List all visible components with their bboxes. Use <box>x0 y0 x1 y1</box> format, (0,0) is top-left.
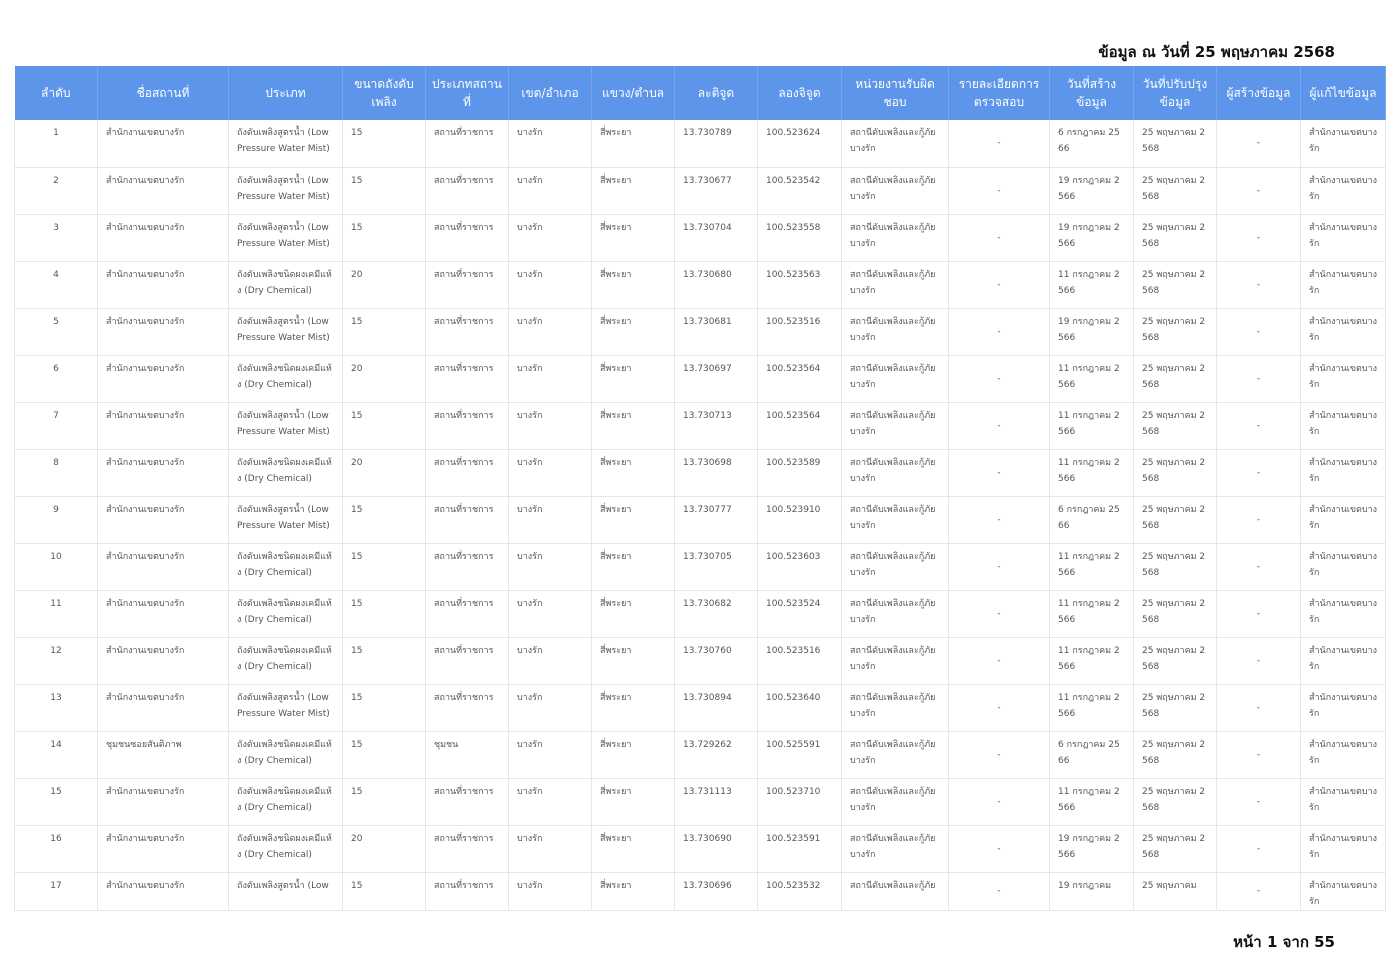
table-cell: ชุมชน <box>426 731 509 778</box>
table-cell: สถานที่ราชการ <box>426 825 509 872</box>
column-header[interactable]: ผู้แก้ไขข้อมูล <box>1301 66 1386 120</box>
table-cell: สถานีดับเพลิงและกู้ภัยบางรัก <box>842 590 949 637</box>
table-cell: สถานีดับเพลิงและกู้ภัยบางรัก <box>842 684 949 731</box>
column-header[interactable]: ผู้สร้างข้อมูล <box>1217 66 1301 120</box>
table-cell: - <box>949 167 1050 214</box>
table-row <box>15 355 1386 402</box>
table-cell: สำนักงานเขตบางรัก <box>1301 778 1386 825</box>
table-cell: สำนักงานเขตบางรัก <box>1301 214 1386 261</box>
table-cell: ถังดับเพลิงชนิดผงเคมีแห้ง (Dry Chemical) <box>229 731 343 778</box>
table-cell: สถานที่ราชการ <box>426 167 509 214</box>
table-cell: 15 <box>343 214 426 261</box>
table-cell: บางรัก <box>509 355 592 402</box>
table-cell: 7 <box>15 402 98 449</box>
page-indicator: หน้า 1 จาก 55 <box>1233 933 1335 951</box>
table-cell: ถังดับเพลิงสูตรน้ำ (Low Pressure Water Mist) <box>229 496 343 543</box>
table-cell: 13.730681 <box>675 308 758 355</box>
table-cell: 25 พฤษภาคม 2568 <box>1134 637 1217 684</box>
table-cell: 25 พฤษภาคม 2568 <box>1134 355 1217 402</box>
table-cell: สถานีดับเพลิงและกู้ภัยบางรัก <box>842 731 949 778</box>
table-row <box>15 872 1386 910</box>
table-cell: สถานีดับเพลิงและกู้ภัยบางรัก <box>842 402 949 449</box>
table-cell: สถานที่ราชการ <box>426 120 509 167</box>
fire-extinguisher-table <box>14 66 1386 911</box>
table-cell: 100.523542 <box>758 167 842 214</box>
table-cell: 13.730698 <box>675 449 758 496</box>
column-header[interactable]: แขวง/ตำบล <box>592 66 675 120</box>
table-cell: สำนักงานเขตบางรัก <box>98 825 229 872</box>
table-cell: 100.525591 <box>758 731 842 778</box>
table-cell: 13.729262 <box>675 731 758 778</box>
table-row <box>15 214 1386 261</box>
table-cell: ถังดับเพลิงสูตรน้ำ (Low Pressure Water Mist) <box>229 167 343 214</box>
table-cell: 13.731113 <box>675 778 758 825</box>
table-row <box>15 496 1386 543</box>
table-row <box>15 449 1386 496</box>
table-cell: 13.730690 <box>675 825 758 872</box>
table-cell: 11 กรกฎาคม 2566 <box>1050 449 1134 496</box>
table-cell: - <box>949 637 1050 684</box>
table-cell: สำนักงานเขตบางรัก <box>98 120 229 167</box>
column-header[interactable]: ชื่อสถานที่ <box>98 66 229 120</box>
table-cell: 13.730696 <box>675 872 758 910</box>
table-cell: สำนักงานเขตบางรัก <box>98 590 229 637</box>
table-body <box>15 120 1386 910</box>
table-cell: 25 พฤษภาคม 2568 <box>1134 214 1217 261</box>
table-cell: บางรัก <box>509 825 592 872</box>
table-cell: ถังดับเพลิงชนิดผงเคมีแห้ง (Dry Chemical) <box>229 355 343 402</box>
table-cell: สี่พระยา <box>592 684 675 731</box>
table-cell: สถานีดับเพลิงและกู้ภัยบางรัก <box>842 496 949 543</box>
column-header[interactable]: ประเภทสถานที่ <box>426 66 509 120</box>
table-row <box>15 778 1386 825</box>
table-cell: ชุมชนซอยสันติภาพ <box>98 731 229 778</box>
table-cell: สี่พระยา <box>592 872 675 910</box>
table-cell: 19 กรกฎาคม 2566 <box>1050 308 1134 355</box>
table-cell: 15 <box>343 496 426 543</box>
table-cell: สำนักงานเขตบางรัก <box>1301 355 1386 402</box>
table-cell: - <box>1217 402 1301 449</box>
table-cell: 4 <box>15 261 98 308</box>
table-cell: 3 <box>15 214 98 261</box>
table-cell: 17 <box>15 872 98 910</box>
table-cell: บางรัก <box>509 590 592 637</box>
table-cell: 100.523524 <box>758 590 842 637</box>
table-cell: 15 <box>15 778 98 825</box>
table-cell: ถังดับเพลิงชนิดผงเคมีแห้ง (Dry Chemical) <box>229 261 343 308</box>
table-cell: 13.730677 <box>675 167 758 214</box>
table-cell: สถานที่ราชการ <box>426 543 509 590</box>
table-cell: 25 พฤษภาคม 2568 <box>1134 496 1217 543</box>
table-cell: สถานที่ราชการ <box>426 872 509 910</box>
table-cell: 11 กรกฎาคม 2566 <box>1050 261 1134 308</box>
table-cell: 13 <box>15 684 98 731</box>
table-cell: สถานีดับเพลิงและกู้ภัยบางรัก <box>842 214 949 261</box>
table-cell: 6 กรกฎาคม 2566 <box>1050 731 1134 778</box>
table-cell: สำนักงานเขตบางรัก <box>1301 261 1386 308</box>
table-cell: - <box>949 778 1050 825</box>
table-cell: สำนักงานเขตบางรัก <box>98 167 229 214</box>
table-cell: สี่พระยา <box>592 355 675 402</box>
table-cell: สถานที่ราชการ <box>426 214 509 261</box>
table-cell: 2 <box>15 167 98 214</box>
table-cell: 15 <box>343 120 426 167</box>
table-cell: สำนักงานเขตบางรัก <box>1301 684 1386 731</box>
table-cell: 11 <box>15 590 98 637</box>
table-cell: 20 <box>343 449 426 496</box>
table-cell: สี่พระยา <box>592 120 675 167</box>
table-cell: บางรัก <box>509 120 592 167</box>
table-cell: สถานที่ราชการ <box>426 684 509 731</box>
table-cell: บางรัก <box>509 308 592 355</box>
table-cell: - <box>949 825 1050 872</box>
table-cell: - <box>1217 778 1301 825</box>
table-cell: บางรัก <box>509 214 592 261</box>
table-cell: สำนักงานเขตบางรัก <box>1301 449 1386 496</box>
table-cell: สถานที่ราชการ <box>426 449 509 496</box>
table-cell: สำนักงานเขตบางรัก <box>98 872 229 910</box>
table-cell: 25 พฤษภาคม 2568 <box>1134 308 1217 355</box>
table-cell: 19 กรกฎาคม 2566 <box>1050 214 1134 261</box>
table-cell: 16 <box>15 825 98 872</box>
table-cell: สี่พระยา <box>592 637 675 684</box>
table-cell: - <box>949 308 1050 355</box>
table-cell: - <box>1217 496 1301 543</box>
table-header <box>15 66 1386 120</box>
table-cell: สี่พระยา <box>592 308 675 355</box>
column-header[interactable]: หน่วยงานรับผิดชอบ <box>842 66 949 120</box>
table-cell: 20 <box>343 355 426 402</box>
table-cell: สำนักงานเขตบางรัก <box>1301 167 1386 214</box>
table-cell: สถานีดับเพลิงและกู้ภัยบางรัก <box>842 261 949 308</box>
table-cell: บางรัก <box>509 261 592 308</box>
table-cell: - <box>1217 261 1301 308</box>
table-row <box>15 167 1386 214</box>
table-cell: สถานีดับเพลิงและกู้ภัยบางรัก <box>842 778 949 825</box>
table-cell: สำนักงานเขตบางรัก <box>1301 590 1386 637</box>
table-row <box>15 684 1386 731</box>
table-row <box>15 308 1386 355</box>
table-cell: สถานีดับเพลิงและกู้ภัยบางรัก <box>842 543 949 590</box>
table-row <box>15 731 1386 778</box>
column-header[interactable]: วันที่ปรับปรุงข้อมูล <box>1134 66 1217 120</box>
table-cell: 6 กรกฎาคม 2566 <box>1050 120 1134 167</box>
table-cell: 25 พฤษภาคม 2568 <box>1134 590 1217 637</box>
table-row <box>15 261 1386 308</box>
table-cell: 1 <box>15 120 98 167</box>
table-cell: 100.523564 <box>758 402 842 449</box>
table-cell: 11 กรกฎาคม 2566 <box>1050 590 1134 637</box>
table-cell: 25 พฤษภาคม 2568 <box>1134 731 1217 778</box>
table-cell: 25 พฤษภาคม 2568 <box>1134 825 1217 872</box>
table-cell: สำนักงานเขตบางรัก <box>98 402 229 449</box>
table-cell: 14 <box>15 731 98 778</box>
table-cell: ถังดับเพลิงสูตรน้ำ (Low Pressure Water Mist) <box>229 308 343 355</box>
table-cell: 8 <box>15 449 98 496</box>
table-cell: 100.523558 <box>758 214 842 261</box>
table-cell: 25 พฤษภาคม 2568 <box>1134 684 1217 731</box>
table-cell: สำนักงานเขตบางรัก <box>98 778 229 825</box>
table-cell: บางรัก <box>509 496 592 543</box>
table-cell: - <box>1217 684 1301 731</box>
table-cell: สี่พระยา <box>592 214 675 261</box>
table-cell: - <box>949 543 1050 590</box>
table-cell: ถังดับเพลิงสูตรน้ำ (Low <box>229 872 343 910</box>
table-cell: บางรัก <box>509 778 592 825</box>
table-cell: 6 กรกฎาคม 2566 <box>1050 496 1134 543</box>
table-cell: 15 <box>343 590 426 637</box>
table-cell: สถานที่ราชการ <box>426 402 509 449</box>
table-cell: 25 พฤษภาคม <box>1134 872 1217 910</box>
table-cell: 11 กรกฎาคม 2566 <box>1050 778 1134 825</box>
table-cell: 100.523710 <box>758 778 842 825</box>
table-cell: 13.730894 <box>675 684 758 731</box>
table-cell: ถังดับเพลิงชนิดผงเคมีแห้ง (Dry Chemical) <box>229 778 343 825</box>
table-cell: สถานีดับเพลิงและกู้ภัยบางรัก <box>842 120 949 167</box>
table-cell: 13.730713 <box>675 402 758 449</box>
table-cell: 100.523516 <box>758 637 842 684</box>
table-cell: - <box>949 496 1050 543</box>
table-cell: 13.730705 <box>675 543 758 590</box>
table-cell: สำนักงานเขตบางรัก <box>1301 496 1386 543</box>
table-cell: 100.523624 <box>758 120 842 167</box>
table-cell: สี่พระยา <box>592 590 675 637</box>
table-cell: 13.730697 <box>675 355 758 402</box>
table-cell: สถานีดับเพลิงและกู้ภัยบางรัก <box>842 825 949 872</box>
table-cell: สถานีดับเพลิงและกู้ภัย <box>842 872 949 910</box>
table-cell: 25 พฤษภาคม 2568 <box>1134 778 1217 825</box>
table-cell: 100.523589 <box>758 449 842 496</box>
table-cell: 20 <box>343 825 426 872</box>
column-header[interactable]: เขต/อำเภอ <box>509 66 592 120</box>
table-cell: 100.523591 <box>758 825 842 872</box>
table-cell: ถังดับเพลิงชนิดผงเคมีแห้ง (Dry Chemical) <box>229 825 343 872</box>
table-cell: สี่พระยา <box>592 731 675 778</box>
table-cell: สถานีดับเพลิงและกู้ภัยบางรัก <box>842 308 949 355</box>
table-cell: - <box>949 590 1050 637</box>
table-cell: 15 <box>343 543 426 590</box>
table-cell: สำนักงานเขตบางรัก <box>1301 120 1386 167</box>
table-cell: บางรัก <box>509 637 592 684</box>
table-cell: สถานที่ราชการ <box>426 261 509 308</box>
table-cell: สี่พระยา <box>592 496 675 543</box>
table-cell: 25 พฤษภาคม 2568 <box>1134 402 1217 449</box>
table-cell: - <box>1217 825 1301 872</box>
table-cell: บางรัก <box>509 167 592 214</box>
table-cell: - <box>949 120 1050 167</box>
as-of-date: ข้อมูล ณ วันที่ 25 พฤษภาคม 2568 <box>1098 43 1335 61</box>
table-cell: 5 <box>15 308 98 355</box>
table-cell: บางรัก <box>509 872 592 910</box>
table-cell: 15 <box>343 167 426 214</box>
table-cell: สำนักงานเขตบางรัก <box>1301 731 1386 778</box>
table-cell: - <box>949 684 1050 731</box>
table-cell: สี่พระยา <box>592 449 675 496</box>
table-cell: สำนักงานเขตบางรัก <box>98 543 229 590</box>
table-cell: สำนักงานเขตบางรัก <box>98 449 229 496</box>
table-cell: สำนักงานเขตบางรัก <box>98 214 229 261</box>
table-cell: สำนักงานเขตบางรัก <box>98 308 229 355</box>
table-cell: 19 กรกฎาคม <box>1050 872 1134 910</box>
table-cell: 9 <box>15 496 98 543</box>
column-header[interactable]: ลำดับ <box>15 66 98 120</box>
table-cell: - <box>1217 872 1301 910</box>
table-cell: - <box>1217 449 1301 496</box>
table-cell: 15 <box>343 637 426 684</box>
table-cell: 13.730760 <box>675 637 758 684</box>
table-cell: สถานที่ราชการ <box>426 778 509 825</box>
column-header[interactable]: วันที่สร้างข้อมูล <box>1050 66 1134 120</box>
table-cell: สี่พระยา <box>592 778 675 825</box>
table-cell: ถังดับเพลิงชนิดผงเคมีแห้ง (Dry Chemical) <box>229 543 343 590</box>
table-cell: ถังดับเพลิงชนิดผงเคมีแห้ง (Dry Chemical) <box>229 590 343 637</box>
table-cell: สำนักงานเขตบางรัก <box>1301 543 1386 590</box>
table-cell: บางรัก <box>509 543 592 590</box>
table-cell: 11 กรกฎาคม 2566 <box>1050 684 1134 731</box>
table-row <box>15 825 1386 872</box>
table-cell: 11 กรกฎาคม 2566 <box>1050 637 1134 684</box>
table-cell: 20 <box>343 261 426 308</box>
table-cell: 13.730682 <box>675 590 758 637</box>
table-cell: - <box>949 355 1050 402</box>
table-cell: 19 กรกฎาคม 2566 <box>1050 825 1134 872</box>
table-cell: 13.730777 <box>675 496 758 543</box>
table-cell: สถานีดับเพลิงและกู้ภัยบางรัก <box>842 355 949 402</box>
table-cell: - <box>949 731 1050 778</box>
column-header[interactable]: ประเภท <box>229 66 343 120</box>
table-cell: ถังดับเพลิงสูตรน้ำ (Low Pressure Water Mist) <box>229 120 343 167</box>
table-cell: 11 กรกฎาคม 2566 <box>1050 543 1134 590</box>
table-cell: - <box>1217 355 1301 402</box>
table-cell: 12 <box>15 637 98 684</box>
table-cell: ถังดับเพลิงชนิดผงเคมีแห้ง (Dry Chemical) <box>229 449 343 496</box>
table-cell: 13.730704 <box>675 214 758 261</box>
table-cell: - <box>949 402 1050 449</box>
column-header[interactable]: รายละเอียดการตรวจสอบ <box>949 66 1050 120</box>
table-cell: - <box>1217 590 1301 637</box>
table-cell: 11 กรกฎาคม 2566 <box>1050 355 1134 402</box>
table-cell: 19 กรกฎาคม 2566 <box>1050 167 1134 214</box>
table-cell: - <box>1217 167 1301 214</box>
table-cell: 25 พฤษภาคม 2568 <box>1134 261 1217 308</box>
table-cell: 13.730680 <box>675 261 758 308</box>
column-header[interactable]: ละติจูด <box>675 66 758 120</box>
table-cell: 25 พฤษภาคม 2568 <box>1134 449 1217 496</box>
table-cell: 15 <box>343 402 426 449</box>
table-cell: 6 <box>15 355 98 402</box>
table-cell: - <box>1217 308 1301 355</box>
table-cell: บางรัก <box>509 402 592 449</box>
table-cell: ถังดับเพลิงสูตรน้ำ (Low Pressure Water Mist) <box>229 214 343 261</box>
table-cell: 15 <box>343 778 426 825</box>
table-cell: สี่พระยา <box>592 402 675 449</box>
table-row <box>15 543 1386 590</box>
table-cell: สถานที่ราชการ <box>426 637 509 684</box>
table-cell: 25 พฤษภาคม 2568 <box>1134 167 1217 214</box>
table-cell: 15 <box>343 731 426 778</box>
table-cell: 100.523563 <box>758 261 842 308</box>
table-cell: - <box>949 449 1050 496</box>
table-cell: สถานีดับเพลิงและกู้ภัยบางรัก <box>842 167 949 214</box>
table-cell: 100.523516 <box>758 308 842 355</box>
table-cell: 100.523564 <box>758 355 842 402</box>
table-cell: ถังดับเพลิงชนิดผงเคมีแห้ง (Dry Chemical) <box>229 637 343 684</box>
table-cell: บางรัก <box>509 684 592 731</box>
table-cell: 13.730789 <box>675 120 758 167</box>
table-row <box>15 120 1386 167</box>
table-row <box>15 402 1386 449</box>
table-cell: 100.523640 <box>758 684 842 731</box>
table-cell: สำนักงานเขตบางรัก <box>1301 402 1386 449</box>
table-cell: 15 <box>343 684 426 731</box>
table-cell: 10 <box>15 543 98 590</box>
table-cell: บางรัก <box>509 731 592 778</box>
column-header[interactable]: ลองจิจูด <box>758 66 842 120</box>
table-cell: 100.523532 <box>758 872 842 910</box>
table-cell: สถานีดับเพลิงและกู้ภัยบางรัก <box>842 449 949 496</box>
table-cell: - <box>1217 731 1301 778</box>
table-cell: สถานีดับเพลิงและกู้ภัยบางรัก <box>842 637 949 684</box>
table-cell: สี่พระยา <box>592 543 675 590</box>
table-cell: 25 พฤษภาคม 2568 <box>1134 543 1217 590</box>
table-cell: สถานที่ราชการ <box>426 355 509 402</box>
table-cell: ถังดับเพลิงสูตรน้ำ (Low Pressure Water Mist) <box>229 402 343 449</box>
table-cell: - <box>1217 637 1301 684</box>
table-cell: 100.523910 <box>758 496 842 543</box>
table-cell: สำนักงานเขตบางรัก <box>98 496 229 543</box>
table-cell: - <box>1217 214 1301 261</box>
table-cell: 25 พฤษภาคม 2568 <box>1134 120 1217 167</box>
table-cell: - <box>1217 120 1301 167</box>
table-cell: - <box>1217 543 1301 590</box>
table-cell: - <box>949 872 1050 910</box>
table-cell: 11 กรกฎาคม 2566 <box>1050 402 1134 449</box>
table-cell: สถานที่ราชการ <box>426 496 509 543</box>
table-cell: บางรัก <box>509 449 592 496</box>
table-row <box>15 637 1386 684</box>
column-header[interactable]: ขนาดถังดับเพลิง <box>343 66 426 120</box>
table-cell: สำนักงานเขตบางรัก <box>1301 872 1386 910</box>
table-cell: สถานที่ราชการ <box>426 590 509 637</box>
table-cell: สถานที่ราชการ <box>426 308 509 355</box>
table-cell: ถังดับเพลิงสูตรน้ำ (Low Pressure Water Mist) <box>229 684 343 731</box>
table-cell: สำนักงานเขตบางรัก <box>98 261 229 308</box>
table-cell: สี่พระยา <box>592 825 675 872</box>
table-cell: สำนักงานเขตบางรัก <box>98 637 229 684</box>
table-cell: สำนักงานเขตบางรัก <box>1301 637 1386 684</box>
table-cell: สี่พระยา <box>592 261 675 308</box>
table-cell: สำนักงานเขตบางรัก <box>1301 825 1386 872</box>
table-row <box>15 590 1386 637</box>
table-cell: สำนักงานเขตบางรัก <box>1301 308 1386 355</box>
table-cell: - <box>949 261 1050 308</box>
table-cell: สำนักงานเขตบางรัก <box>98 684 229 731</box>
table-cell: 15 <box>343 308 426 355</box>
table-cell: 15 <box>343 872 426 910</box>
table-cell: สำนักงานเขตบางรัก <box>98 355 229 402</box>
table-cell: สี่พระยา <box>592 167 675 214</box>
table-cell: - <box>949 214 1050 261</box>
table-cell: 100.523603 <box>758 543 842 590</box>
